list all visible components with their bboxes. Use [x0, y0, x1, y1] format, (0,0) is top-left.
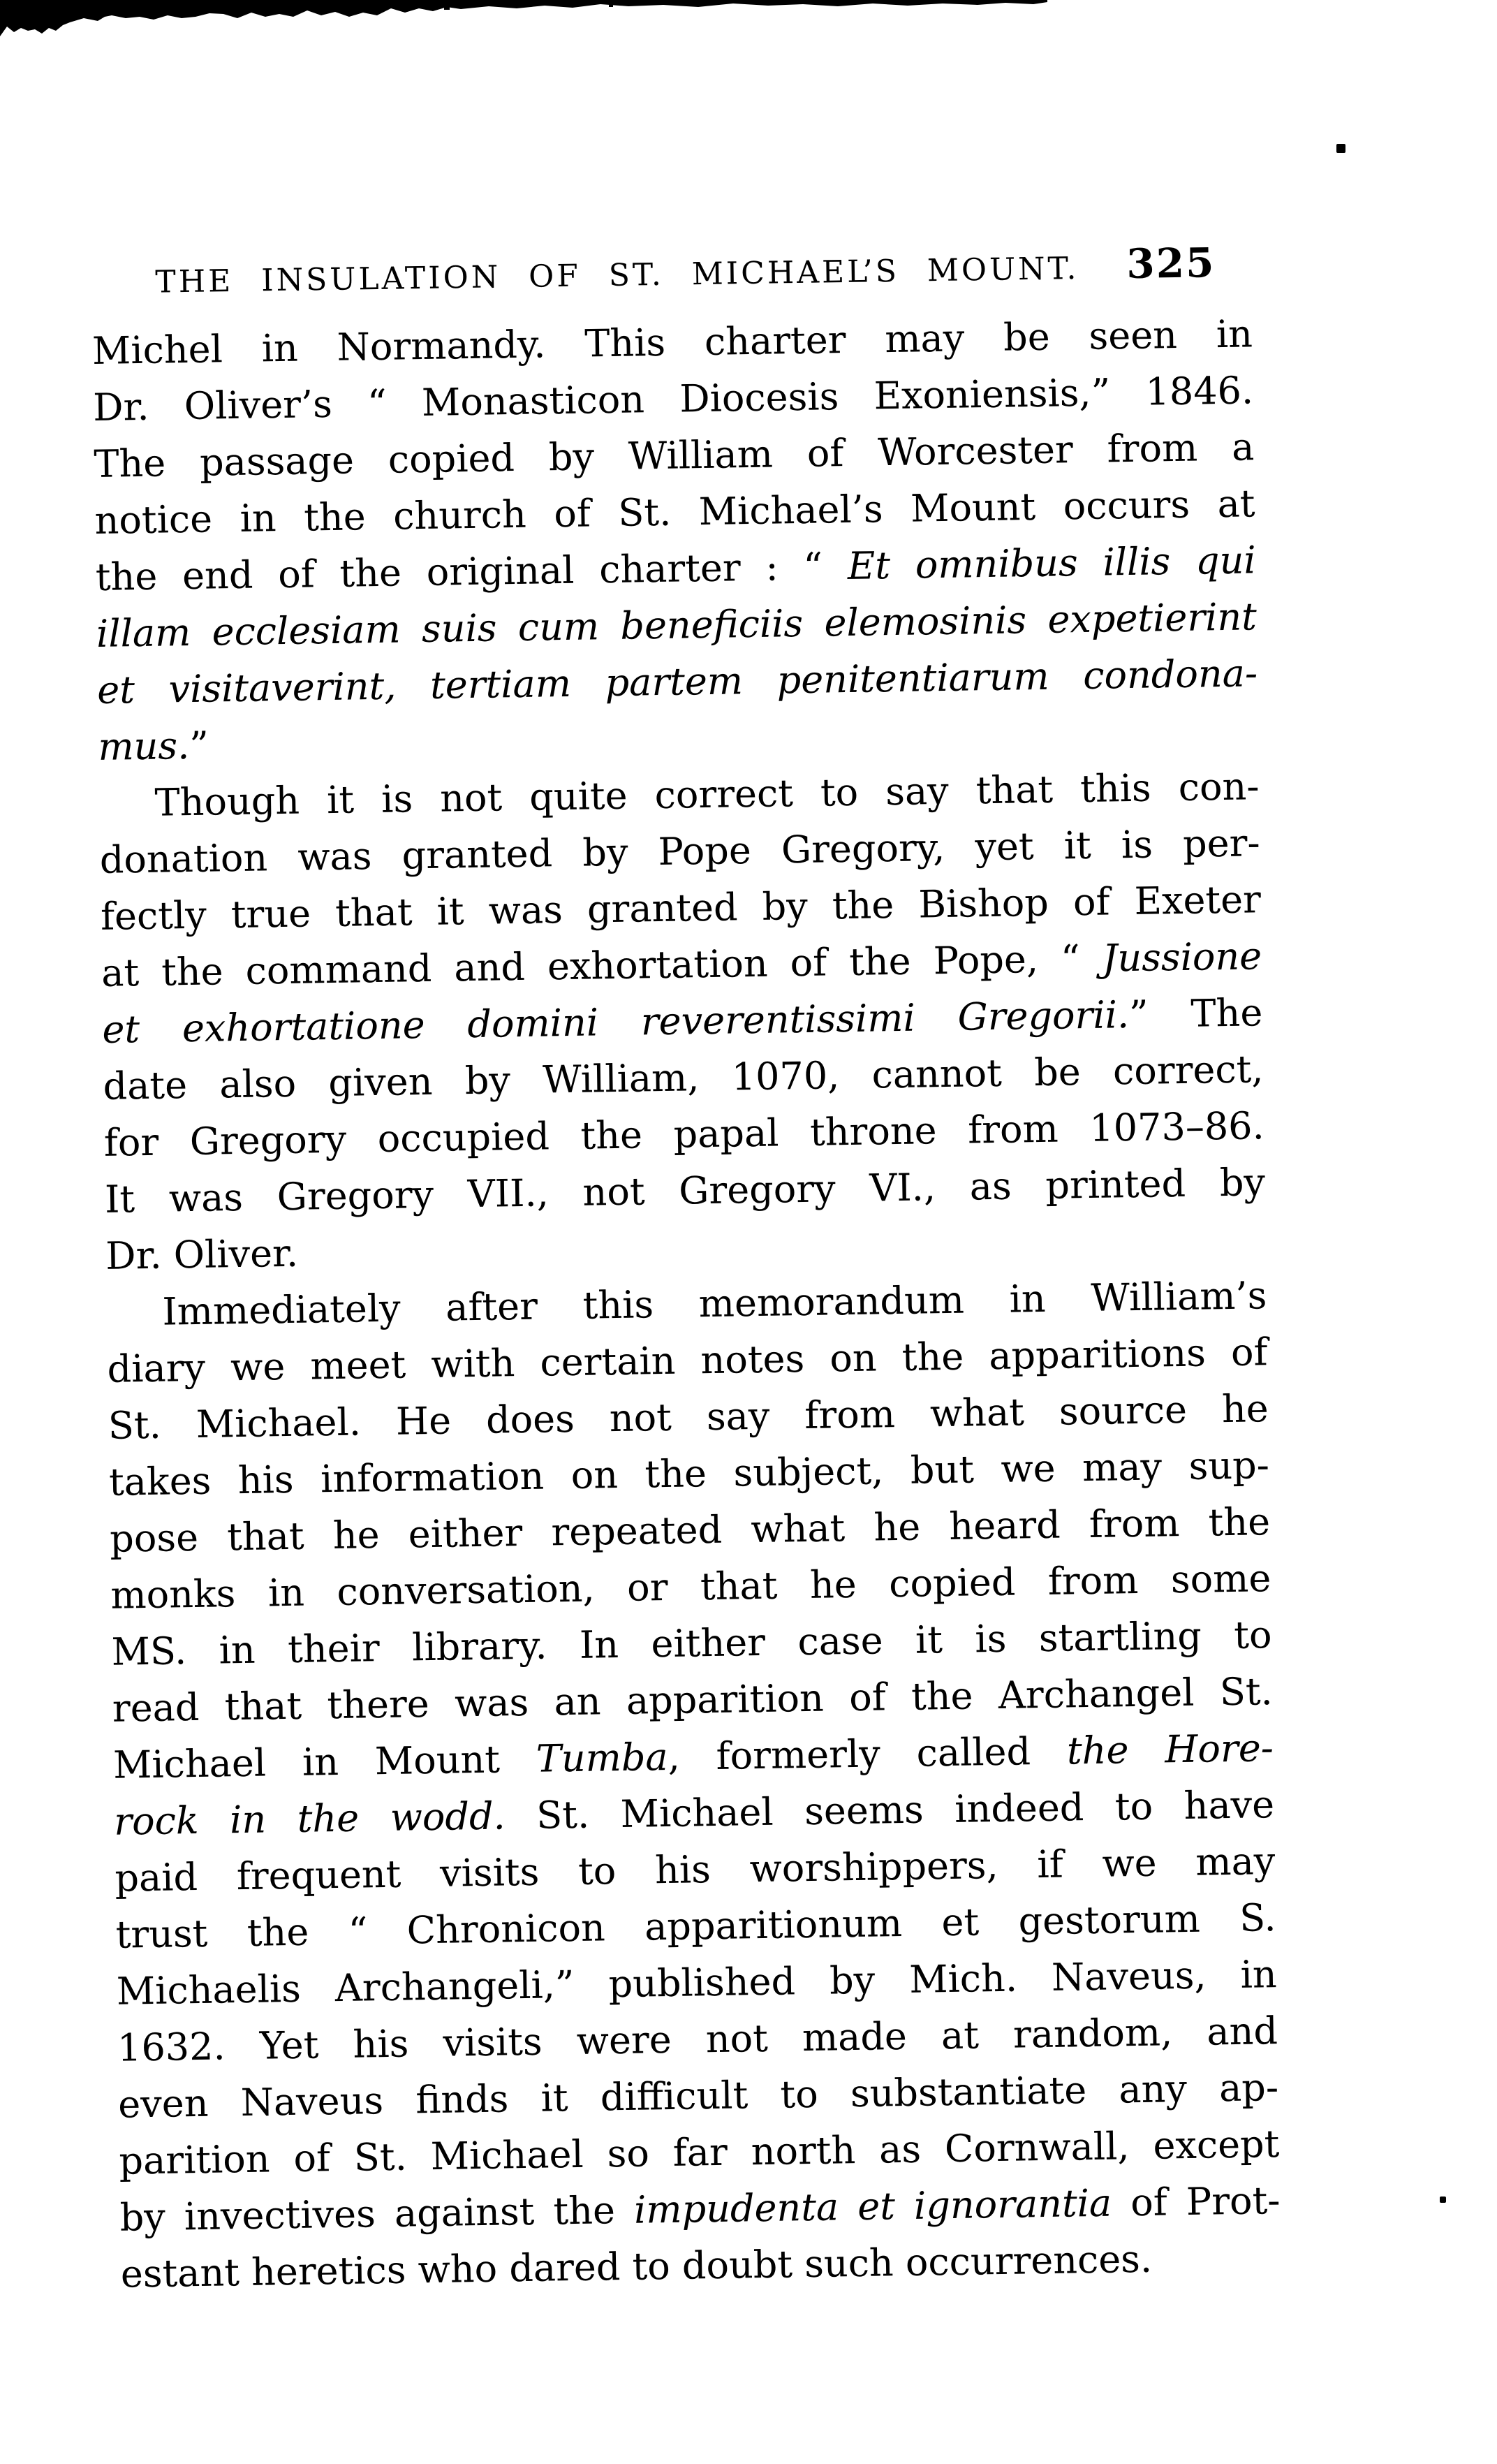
text-segment: paid frequent visits to his worshippers, if we may — [115, 1839, 1276, 1900]
text-segment: at the command and exhortation of the Pope, “ — [101, 936, 1103, 995]
text-segment: by invectives against the — [119, 2187, 635, 2240]
italic-text-segment: the Hore- — [1066, 1726, 1274, 1773]
page-content — [91, 238, 1281, 2302]
text-segment: read that there was an apparition of the Archangel St. — [112, 1669, 1274, 1731]
page-number: 325 — [1126, 239, 1216, 288]
text-segment: St. Michael. He does not say from what source he — [108, 1386, 1269, 1448]
text-segment: Though it is not quite correct to say that this con- — [154, 764, 1260, 825]
text-segment: Michael in Mount — [112, 1736, 537, 1787]
text-segment: MS. in their library. In either case it is startling to — [111, 1613, 1272, 1674]
page-header — [91, 238, 1252, 305]
text-segment: the end of the original charter : “ — [95, 543, 848, 599]
text-segment: trust the “ Chronicon apparitionum et gestorum S. — [115, 1895, 1276, 1957]
italic-text-segment: et visitaverint, tertiam partem penitentiarum condona- — [96, 651, 1258, 712]
text-segment: , formerly called — [668, 1729, 1068, 1779]
text-segment: parition of St. Michael so far north as Cornwall, except — [119, 2122, 1280, 2183]
text-segment: notice in the church of St. Michael’s Mount occurs at — [94, 481, 1255, 543]
scan-speck — [1440, 2197, 1446, 2203]
text-segment: monks in conversation, or that he copied from some — [110, 1556, 1271, 1618]
scan-edge-artifact — [0, 0, 1061, 42]
italic-text-segment: rock in the wodd. — [113, 1794, 506, 1844]
italic-text-segment: impudenta et ignorantia — [633, 2180, 1112, 2232]
text-segment: ” The — [1128, 990, 1263, 1037]
italic-text-segment: et exhortatione domini reverentissimi Gregorii. — [101, 992, 1130, 1052]
text-segment: date also given by William, 1070, cannot be correct, — [103, 1047, 1264, 1108]
text-segment: Immediately after this memorandum in William’s — [161, 1273, 1267, 1334]
text-segment: ” — [189, 723, 209, 768]
text-segment: Michel in Normandy. This charter may be seen in — [91, 311, 1253, 373]
text-segment: 1632. Yet his visits were not made at random, and — [117, 2009, 1278, 2070]
text-segment: The passage copied by William of Worcester from a — [93, 425, 1255, 486]
text-segment: even Naveus finds it difficult to substantiate any ap- — [117, 2065, 1279, 2127]
text-segment: Michaelis Archangeli,” published by Mich. Naveus, in — [116, 1952, 1278, 2014]
text-segment: estant heretics who dared to doubt such occurrences. — [120, 2236, 1153, 2296]
text-segment: takes his information on the subject, but we may sup- — [108, 1443, 1270, 1504]
text-segment: It was Gregory VII., not Gregory VI., as printed by — [104, 1160, 1266, 1222]
text-segment: of Prot- — [1111, 2178, 1281, 2225]
text-segment: diary we meet with certain notes on the apparitions of — [107, 1330, 1268, 1391]
body-text — [91, 305, 1281, 2302]
italic-text-segment: Jussione — [1102, 934, 1262, 981]
italic-text-segment: Tumba — [536, 1734, 669, 1781]
text-segment: St. Michael seems indeed to have — [505, 1782, 1275, 1838]
italic-text-segment: mus. — [97, 723, 190, 769]
text-segment: Dr. Oliver’s “ Monasticon Diocesis Exoniensis,” 1846. — [92, 368, 1254, 430]
text-segment: for Gregory occupied the papal throne from 1073–86. — [103, 1103, 1265, 1165]
text-segment: pose that he either repeated what he heard from the — [109, 1499, 1271, 1561]
scan-speck — [1336, 144, 1345, 153]
text-segment: donation was granted by Pope Gregory, yet it is per- — [99, 821, 1261, 882]
text-segment: Dr. Oliver. — [105, 1231, 299, 1278]
italic-text-segment: Et omnibus illis qui — [847, 538, 1257, 588]
running-title: THE INSULATION OF ST. MICHAEL’S MOUNT. — [155, 251, 1079, 300]
italic-text-segment: illam ecclesiam suis cum beneficiis elemosinis expetierint — [96, 594, 1258, 656]
text-segment: fectly true that it was granted by the Bishop of Exeter — [100, 877, 1262, 939]
